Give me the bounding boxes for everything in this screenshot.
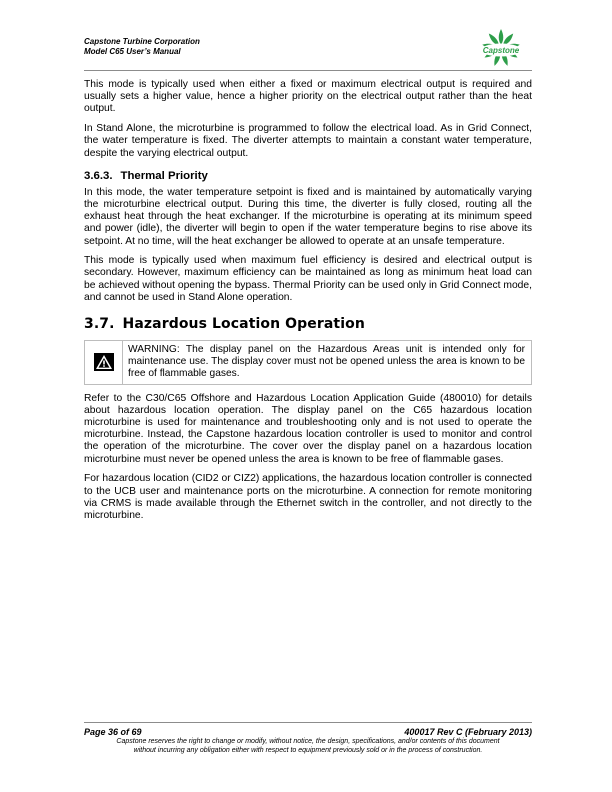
warning-triangle-icon xyxy=(94,353,114,371)
hazardous-paragraph-1: Refer to the C30/C65 Offshore and Hazardous Location Application Guide (480010) for details about hazardous location operation. The display panel on the C65 hazardous location microturbine is used for maintenance and troubleshooting only and is not used to operate the microturbine. Instead, the Capstone hazardous location controller is used to monitor and control the operation of the microturbine. The cover over the display panel on a hazardous location microturbine must never be opened unless the area is known to be free of flammable gases. xyxy=(84,392,532,465)
header-rule xyxy=(84,70,532,71)
intro-paragraph-1: This mode is typically used when either a fixed or maximum electrical output is required and usually sets a higher value, hence a higher priority on the electrical output rather than the heat output. xyxy=(84,79,532,115)
hazardous-location-title: Hazardous Location Operation xyxy=(122,316,365,333)
footer-row xyxy=(84,727,532,737)
footer-disclaimer-line-2: without incurring any obligation either with respect to equipment previously sold or in the process of construction. xyxy=(133,746,483,754)
thermal-priority-heading xyxy=(84,170,532,182)
thermal-priority-number: 3.6.3. xyxy=(84,169,113,182)
footer-rule xyxy=(84,722,532,723)
header-text xyxy=(84,37,200,57)
hazardous-paragraph-2: For hazardous location (CID2 or CIZ2) applications, the hazardous location controller is connected to the UCB user and maintenance ports on the microturbine. A connection for remote monitoring via CRMS is made available through the Ethernet switch in the controller, and not directly to the microturbine. xyxy=(84,473,532,521)
capstone-logo xyxy=(470,27,532,69)
company-name: Capstone Turbine Corporation xyxy=(84,37,200,46)
warning-icon-cell xyxy=(85,341,123,384)
thermal-priority-paragraph-1: In this mode, the water temperature setpoint is fixed and is maintained by automatically varying the microturbine electrical output. During this time, the diverter is fully closed, routing all the exhaust heat through the heat exchanger. If the microturbine is operating at its minimum speed and power (idle), the diverter will begin to open if the water temperature begins to rise above its setpoint. At no time, will the heat exchanger be allowed to operate at an unsafe temperature. xyxy=(84,186,532,247)
thermal-priority-paragraph-2: This mode is typically used when maximum fuel efficiency is desired and electrical output is secondary. However, maximum efficiency can be maintained as long as minimum heat load can be achieved without opening the bypass. Thermal Priority can be used only in Grid Connect mode, and cannot be used in Stand Alone operation. xyxy=(84,255,532,303)
hazardous-location-number: 3.7. xyxy=(84,316,115,333)
document-revision: 400017 Rev C (February 2013) xyxy=(404,727,532,737)
page-header xyxy=(84,37,532,67)
page-number: Page 36 of 69 xyxy=(84,727,142,737)
intro-paragraph-2: In Stand Alone, the microturbine is programmed to follow the electrical load. As in Grid Connect, the water temperature is fixed. The diverter attempts to maintain a constant water temperature, despite the varying electrical output. xyxy=(84,123,532,159)
page-content xyxy=(84,79,532,530)
warning-box xyxy=(84,340,532,385)
svg-text:Capstone: Capstone xyxy=(482,46,520,55)
footer-disclaimer-line-1: Capstone reserves the right to change or modify, without notice, the design, specifications, and/or contents of this document xyxy=(116,738,500,745)
footer-disclaimer xyxy=(84,738,532,755)
warning-text: WARNING: The display panel on the Hazardous Areas unit is intended only for maintenance use. The display cover must not be opened unless the area is known to be free of flammable gases. xyxy=(128,344,525,380)
manual-title: Model C65 User’s Manual xyxy=(84,47,181,56)
hazardous-location-heading xyxy=(84,316,532,332)
page-footer xyxy=(84,727,532,755)
thermal-priority-title: Thermal Priority xyxy=(120,169,208,182)
